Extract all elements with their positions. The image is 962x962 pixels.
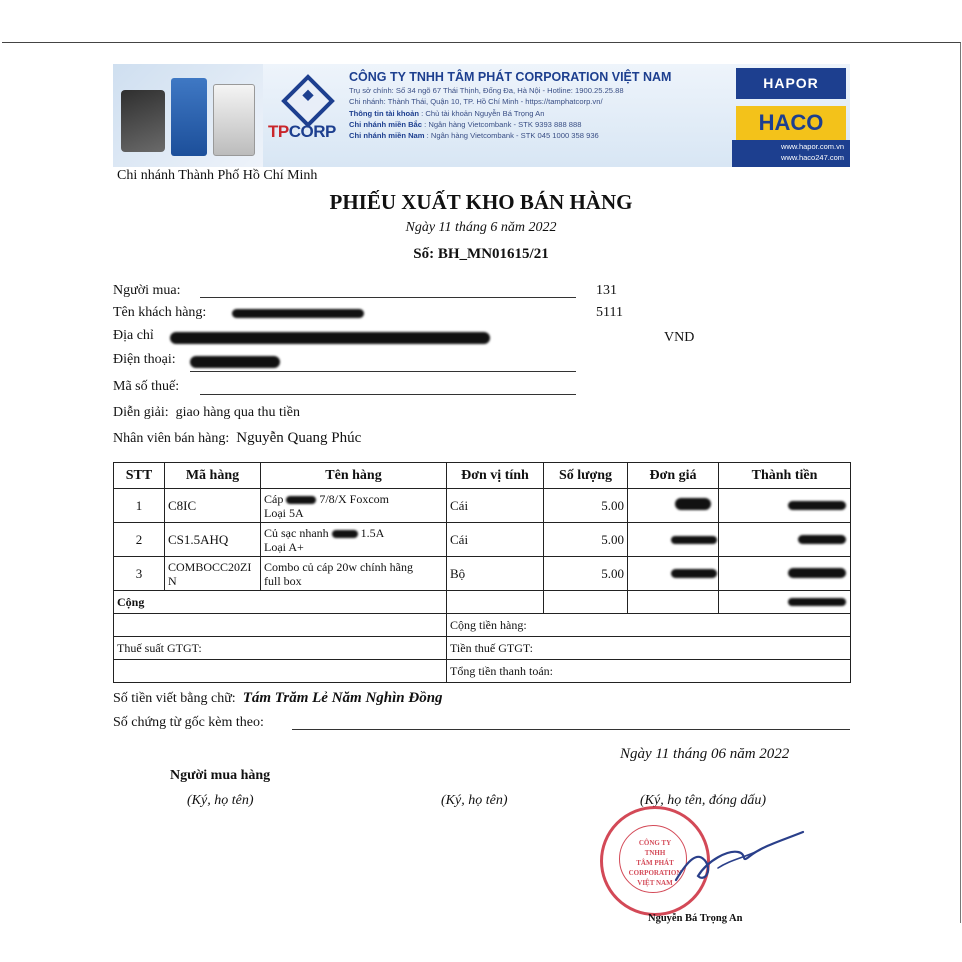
vat-row xyxy=(114,637,851,660)
col-header: Tên hàng xyxy=(261,463,447,489)
row-unit: Cái xyxy=(447,523,544,557)
customer-label: Tên khách hàng: xyxy=(113,305,207,320)
desc-value: giao hàng qua thu tiền xyxy=(175,405,301,420)
table-row xyxy=(114,489,851,523)
row-qty: 5.00 xyxy=(544,523,628,557)
document-date: Ngày 11 tháng 6 năm 2022 xyxy=(405,220,557,235)
row-amount xyxy=(719,557,851,591)
company-name: CÔNG TY TNHH TÂM PHÁT CORPORATION VIỆT NAM xyxy=(349,70,672,84)
row-price xyxy=(628,557,719,591)
staff-label: Nhân viên bán hàng: Nguyễn Quang Phúc xyxy=(113,430,362,446)
account-code-debit: 131 xyxy=(596,283,617,298)
tax-line xyxy=(200,394,576,395)
row-qty: 5.00 xyxy=(544,557,628,591)
branch-name: Chi nhánh Thành Phố Hồ Chí Minh xyxy=(117,168,318,183)
table-header-row xyxy=(114,463,851,489)
signer-name: Nguyễn Bá Trọng An xyxy=(648,913,743,924)
grand-total-row xyxy=(114,660,851,683)
row-qty: 5.00 xyxy=(544,489,628,523)
total-row xyxy=(114,591,851,614)
row-amount xyxy=(719,489,851,523)
account-info: Thông tin tài khoản : Chủ tài khoản Nguyễn Bá Trọng An xyxy=(349,109,545,118)
attached-docs-label: Số chứng từ gốc kèm theo: xyxy=(113,715,264,730)
phone-line xyxy=(190,371,576,372)
amount-words-value: Tám Trăm Lẻ Năm Nghìn Đồng xyxy=(242,690,443,706)
bank-south: Chi nhánh miền Nam : Ngân hàng Vietcombank - STK 045 1000 358 936 xyxy=(349,131,599,140)
goods-total-row xyxy=(114,614,851,637)
sign-date: Ngày 11 tháng 06 năm 2022 xyxy=(620,746,790,762)
row-stt: 1 xyxy=(114,489,165,523)
vat-amount-label: Tiền thuế GTGT: xyxy=(447,637,851,660)
phone-label: Điện thoại: xyxy=(113,352,176,367)
staff-name: Nguyễn Quang Phúc xyxy=(236,430,362,446)
row-unit: Bộ xyxy=(447,557,544,591)
attached-docs-line xyxy=(292,729,850,730)
buyer-label: Người mua: xyxy=(113,283,181,298)
table-row xyxy=(114,523,851,557)
desc-label: Diễn giải: giao hàng qua thu tiền xyxy=(113,405,301,420)
redacted-customer xyxy=(232,309,364,318)
row-price xyxy=(628,523,719,557)
company-address: Trụ sở chính: Số 34 ngõ 67 Thái Thịnh, Đống Đa, Hà Nội - Hotline: 1900.25.25.88 xyxy=(349,86,624,95)
product-image xyxy=(113,64,263,167)
vat-rate-label: Thuế suất GTGT: xyxy=(114,637,447,660)
tax-label: Mã số thuế: xyxy=(113,379,180,394)
website-haco: www.haco247.com xyxy=(781,153,844,162)
col-header: Đơn giá xyxy=(628,463,719,489)
total-label: Cộng xyxy=(114,591,447,614)
row-code: COMBOCC20ZIN xyxy=(165,557,261,591)
address-label: Địa chỉ xyxy=(113,328,154,343)
row-stt: 2 xyxy=(114,523,165,557)
row-code: CS1.5AHQ xyxy=(165,523,261,557)
tpcorp-logo-icon xyxy=(281,74,335,128)
bank-north: Chi nhánh miền Bắc : Ngân hàng Vietcombank - STK 9393 888 888 xyxy=(349,120,582,129)
row-name: Cáp 7/8/X Foxcom Loại 5A xyxy=(261,489,447,523)
row-name: Củ sạc nhanh 1.5A Loại A+ xyxy=(261,523,447,557)
currency: VND xyxy=(664,330,695,345)
buyer-sign-sub: (Ký, họ tên) xyxy=(187,793,254,808)
tpcorp-logo-text: TPCORP xyxy=(268,122,336,141)
goods-total-label: Cộng tiền hàng: xyxy=(447,614,851,637)
buyer-sign-title: Người mua hàng xyxy=(170,768,271,783)
col-header: Đơn vị tính xyxy=(447,463,544,489)
signature-image xyxy=(668,820,808,890)
document-title: PHIẾU XUẤT KHO BÁN HÀNG xyxy=(329,190,633,214)
haco-logo: HACO xyxy=(736,106,846,140)
amount-in-words: Số tiền viết bằng chữ: Tám Trăm Lẻ Năm Nghìn Đồng xyxy=(113,690,443,706)
charger-image xyxy=(121,90,165,152)
row-amount xyxy=(719,523,851,557)
middle-sign-sub: (Ký, họ tên) xyxy=(441,793,508,808)
website-hapor: www.hapor.com.vn xyxy=(781,142,844,151)
document-number: Số: BH_MN01615/21 xyxy=(413,246,549,262)
row-name: Combo củ cáp 20w chính hãng full box xyxy=(261,557,447,591)
grand-total-label: Tổng tiền thanh toán: xyxy=(447,660,851,683)
seller-sign-sub: (Ký, họ tên, đóng dấu) xyxy=(640,793,766,808)
row-stt: 3 xyxy=(114,557,165,591)
row-price xyxy=(628,489,719,523)
company-stamp: CÔNG TY TNHH TÂM PHÁT CORPORATION VIỆT NAM xyxy=(600,806,710,916)
col-header: Số lượng xyxy=(544,463,628,489)
company-branch: Chi nhánh: Thành Thái, Quận 10, TP. Hồ Chí Minh - https://tamphatcorp.vn/ xyxy=(349,97,603,106)
hapor-logo: HAPOR xyxy=(736,68,846,99)
total-amount xyxy=(719,591,851,614)
cable-image xyxy=(213,84,255,156)
box-image xyxy=(171,78,207,156)
col-header: STT xyxy=(114,463,165,489)
row-unit: Cái xyxy=(447,489,544,523)
col-header: Thành tiền xyxy=(719,463,851,489)
table-row xyxy=(114,557,851,591)
account-code-credit: 5111 xyxy=(596,305,623,320)
row-code: C8IC xyxy=(165,489,261,523)
col-header: Mã hàng xyxy=(165,463,261,489)
redacted-phone xyxy=(190,356,280,368)
company-banner xyxy=(113,64,850,167)
items-table xyxy=(113,462,851,683)
redacted-address xyxy=(170,332,490,344)
buyer-line xyxy=(200,297,576,298)
